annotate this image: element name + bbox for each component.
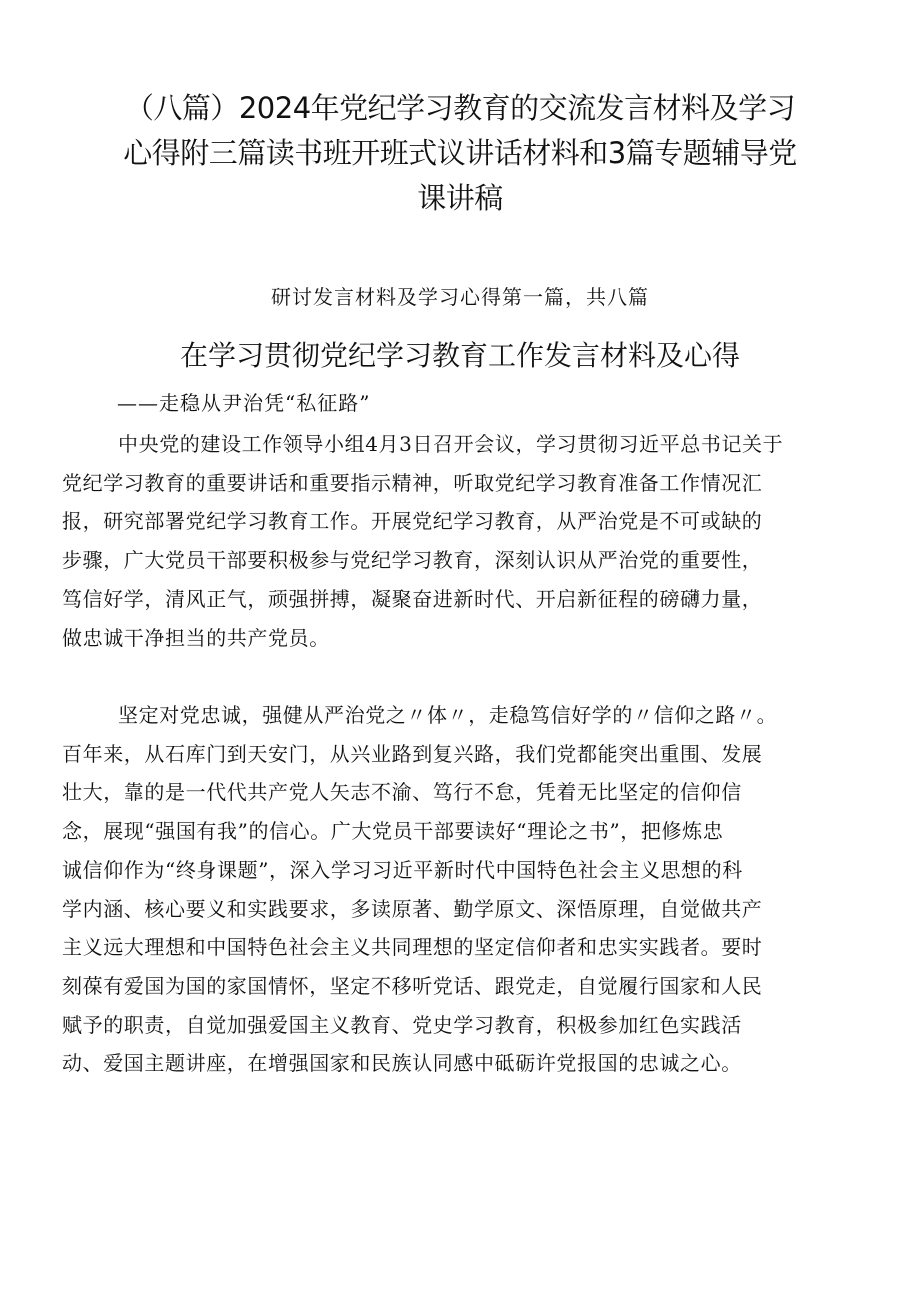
paragraph-line: 中央党的建设工作领导小组4月3日召开会议，学习贯彻习近平总书记关于 xyxy=(118,432,784,456)
paragraph-line: 诚信仰作为“终身课题”，深入学习习近平新时代中国特色社会主义思想的科 xyxy=(62,857,743,882)
paragraph-line: 壮大，靠的是一代代共产党人矢志不渝、笃行不怠，凭着无比坚定的信仰信 xyxy=(62,780,742,805)
paragraph-line: 做忠诚干净担当的共产党员。 xyxy=(62,625,330,650)
paragraph-line: 报，研究部署党纪学习教育工作。开展党纪学习教育，从严治党是不可或缺的 xyxy=(62,509,763,534)
document-title-line: （八篇）2024年党纪学习教育的交流发言材料及学习 xyxy=(124,91,796,125)
paragraph-line: 主义远大理想和中国特色社会主义共同理想的坚定信仰者和忠实实践者。要时 xyxy=(62,935,763,960)
section-label: 研讨发言材料及学习心得第一篇，共八篇 xyxy=(271,285,649,309)
document-title-line: 心得附三篇读书班开班式议讲话材料和3篇专题辅导党 xyxy=(123,136,797,170)
article-title: 在学习贯彻党纪学习教育工作发言材料及心得 xyxy=(179,339,740,372)
article-subtitle: ——走稳从尹治凭“私征路” xyxy=(117,391,371,415)
paragraph-line: 学内涵、核心要义和实践要求，多读原著、勤学原文、深悟原理，自觉做共产 xyxy=(62,896,763,921)
paragraph-line: 坚定对党忠诚，强健从严治党之〃体〃，走稳笃信好学的〃信仰之路〃。 xyxy=(118,703,778,727)
paragraph-line: 动、爱国主题讲座，在增强国家和民族认同感中砥砺许党报国的忠诚之心。 xyxy=(62,1051,742,1076)
paragraph-line: 步骤，广大党员干部要积极参与党纪学习教育，深刻认识从严治党的重要性， xyxy=(62,548,763,573)
document-title-line: 课讲稿 xyxy=(417,181,503,215)
document-title xyxy=(95,86,825,221)
paragraph-line: 党纪学习教育的重要讲话和重要指示精神，听取党纪学习教育准备工作情况汇 xyxy=(62,470,763,495)
body-paragraph-2 xyxy=(62,696,862,1083)
body-paragraph-1 xyxy=(62,425,862,657)
paragraph-line: 百年来，从石库门到天安门，从兴业路到复兴路，我们党都能突出重围、发展 xyxy=(62,741,763,766)
paragraph-line: 刻葆有爱国为国的家国情怀，坚定不移听党话、跟党走，自觉履行国家和人民 xyxy=(62,973,763,998)
paragraph-line: 笃信好学，清风正气，顽强拼搏，凝聚奋进新时代、开启新征程的磅礴力量， xyxy=(62,586,763,611)
paragraph-line: 赋予的职责，自觉加强爱国主义教育、党史学习教育，积极参加红色实践活 xyxy=(62,1012,742,1037)
paragraph-line: 念，展现“强国有我”的信心。广大党员干部要读好“理论之书”，把修炼忠 xyxy=(62,819,724,844)
